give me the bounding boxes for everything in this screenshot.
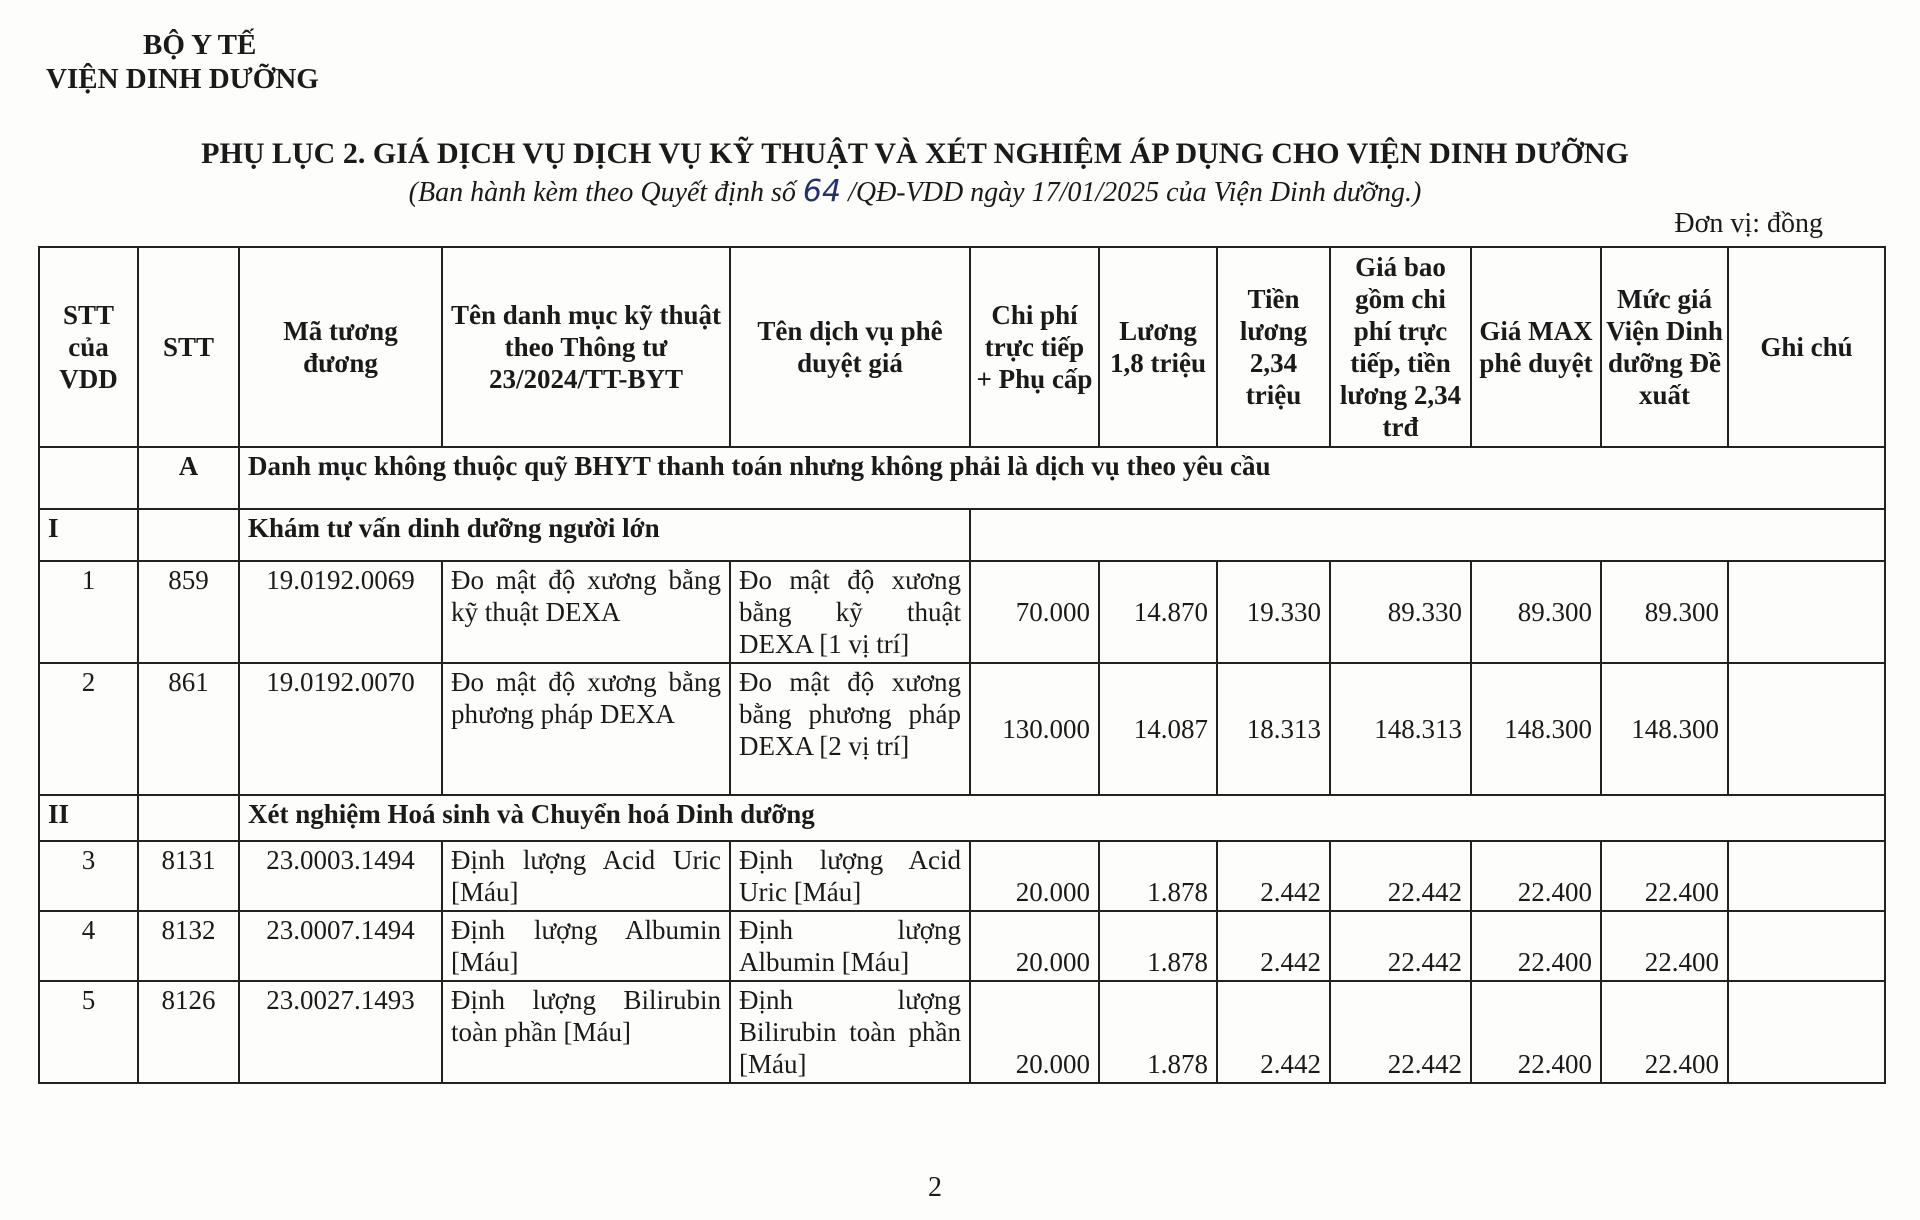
cell-salary-18: 14.087: [1099, 663, 1217, 795]
section-blank: [39, 447, 138, 509]
cell-total-price: 22.442: [1330, 841, 1471, 911]
section-code: A: [138, 447, 239, 509]
table-row: [39, 911, 1885, 981]
ministry-name: BỘ Y TẾ: [143, 29, 257, 61]
subtitle-prefix: (Ban hành kèm theo Quyết định số: [408, 177, 796, 208]
group-code: I: [39, 509, 138, 561]
cell-stt: 859: [138, 561, 239, 663]
col-header-total-price: Giá bao gồm chi phí trực tiếp, tiền lương 2,34 trđ: [1330, 247, 1471, 447]
cell-code: 19.0192.0070: [239, 663, 442, 795]
col-header-service-name: Tên dịch vụ phê duyệt giá: [730, 247, 970, 447]
cell-total-price: 22.442: [1330, 981, 1471, 1083]
col-header-salary-234: Tiền lương 2,34 triệu: [1217, 247, 1330, 447]
section-row-a: [39, 447, 1885, 509]
cell-max-price: 22.400: [1471, 841, 1601, 911]
group-blank: [138, 795, 239, 841]
cell-max-price: 148.300: [1471, 663, 1601, 795]
group-row-2: [39, 795, 1885, 841]
subtitle-suffix: /QĐ-VDD ngày 17/01/2025 của Viện Dinh dưỡng.): [848, 177, 1422, 208]
cell-stt-vdd: 2: [39, 663, 138, 795]
document-subtitle: [0, 174, 1830, 209]
cell-stt-vdd: 5: [39, 981, 138, 1083]
section-label: Danh mục không thuộc quỹ BHYT thanh toán nhưng không phải là dịch vụ theo yêu cầu: [239, 447, 1885, 509]
cell-direct-cost: 20.000: [970, 911, 1099, 981]
col-header-proposed-price: Mức giá Viện Dinh dưỡng Đề xuất: [1601, 247, 1728, 447]
table-row: [39, 561, 1885, 663]
cell-salary-234: 2.442: [1217, 981, 1330, 1083]
cell-salary-234: 2.442: [1217, 841, 1330, 911]
cell-max-price: 22.400: [1471, 981, 1601, 1083]
group-row-1: [39, 509, 1885, 561]
cell-salary-234: 19.330: [1217, 561, 1330, 663]
group-empty-cell: [970, 509, 1885, 561]
cell-stt: 8126: [138, 981, 239, 1083]
cell-technique-name: Đo mật độ xương bằng phương pháp DEXA: [442, 663, 730, 795]
cell-proposed-price: 22.400: [1601, 841, 1728, 911]
cell-code: 23.0007.1494: [239, 911, 442, 981]
col-header-note: Ghi chú: [1728, 247, 1885, 447]
cell-code: 23.0003.1494: [239, 841, 442, 911]
cell-code: 23.0027.1493: [239, 981, 442, 1083]
header-row: [39, 247, 1885, 447]
cell-service-name: Đo mật độ xương bằng phương pháp DEXA [2 vị trí]: [730, 663, 970, 795]
cell-max-price: 22.400: [1471, 911, 1601, 981]
cell-service-name: Định lượng Albumin [Máu]: [730, 911, 970, 981]
cell-direct-cost: 70.000: [970, 561, 1099, 663]
cell-salary-18: 1.878: [1099, 911, 1217, 981]
cell-direct-cost: 20.000: [970, 981, 1099, 1083]
col-header-technique-name: Tên danh mục kỹ thuật theo Thông tư 23/2024/TT-BYT: [442, 247, 730, 447]
cell-proposed-price: 22.400: [1601, 981, 1728, 1083]
cell-proposed-price: 22.400: [1601, 911, 1728, 981]
cell-technique-name: Đo mật độ xương bằng kỹ thuật DEXA: [442, 561, 730, 663]
cell-salary-18: 1.878: [1099, 841, 1217, 911]
cell-stt: 8132: [138, 911, 239, 981]
cell-direct-cost: 20.000: [970, 841, 1099, 911]
group-code: II: [39, 795, 138, 841]
cell-salary-234: 18.313: [1217, 663, 1330, 795]
cell-note: [1728, 663, 1885, 795]
cell-stt-vdd: 3: [39, 841, 138, 911]
cell-note: [1728, 981, 1885, 1083]
table-row: [39, 841, 1885, 911]
col-header-max-price: Giá MAX phê duyệt: [1471, 247, 1601, 447]
document-title: PHỤ LỤC 2. GIÁ DỊCH VỤ DỊCH VỤ KỸ THUẬT VÀ XÉT NGHIỆM ÁP DỤNG CHO VIỆN DINH DƯỠNG: [201, 137, 1629, 170]
col-header-direct-cost: Chi phí trực tiếp + Phụ cấp: [970, 247, 1099, 447]
table-row: [39, 663, 1885, 795]
cell-stt: 8131: [138, 841, 239, 911]
col-header-code: Mã tương đương: [239, 247, 442, 447]
cell-total-price: 22.442: [1330, 911, 1471, 981]
currency-unit: Đơn vị: đồng: [1674, 208, 1823, 239]
cell-service-name: Đo mật độ xương bằng kỹ thuật DEXA [1 vị trí]: [730, 561, 970, 663]
cell-service-name: Định lượng Bilirubin toàn phần [Máu]: [730, 981, 970, 1083]
group-blank: [138, 509, 239, 561]
institute-name: VIỆN DINH DƯỠNG: [46, 63, 319, 95]
cell-code: 19.0192.0069: [239, 561, 442, 663]
cell-service-name: Định lượng Acid Uric [Máu]: [730, 841, 970, 911]
table-row: [39, 981, 1885, 1083]
cell-technique-name: Định lượng Acid Uric [Máu]: [442, 841, 730, 911]
cell-salary-18: 14.870: [1099, 561, 1217, 663]
cell-technique-name: Định lượng Albumin [Máu]: [442, 911, 730, 981]
col-header-salary-18: Lương 1,8 triệu: [1099, 247, 1217, 447]
cell-total-price: 89.330: [1330, 561, 1471, 663]
cell-stt-vdd: 4: [39, 911, 138, 981]
col-header-stt: STT: [138, 247, 239, 447]
cell-salary-234: 2.442: [1217, 911, 1330, 981]
cell-stt-vdd: 1: [39, 561, 138, 663]
cell-technique-name: Định lượng Bilirubin toàn phần [Máu]: [442, 981, 730, 1083]
cell-proposed-price: 148.300: [1601, 663, 1728, 795]
cell-direct-cost: 130.000: [970, 663, 1099, 795]
group-label: Khám tư vấn dinh dưỡng người lớn: [239, 509, 970, 561]
page-number: 2: [928, 1172, 942, 1203]
cell-note: [1728, 841, 1885, 911]
group-label: Xét nghiệm Hoá sinh và Chuyển hoá Dinh dưỡng: [239, 795, 1885, 841]
cell-note: [1728, 911, 1885, 981]
price-table: [38, 246, 1886, 1084]
cell-note: [1728, 561, 1885, 663]
decision-number-handwritten: 64: [802, 174, 842, 209]
cell-max-price: 89.300: [1471, 561, 1601, 663]
cell-proposed-price: 89.300: [1601, 561, 1728, 663]
cell-total-price: 148.313: [1330, 663, 1471, 795]
cell-stt: 861: [138, 663, 239, 795]
cell-salary-18: 1.878: [1099, 981, 1217, 1083]
col-header-stt-vdd: STT của VDD: [39, 247, 138, 447]
